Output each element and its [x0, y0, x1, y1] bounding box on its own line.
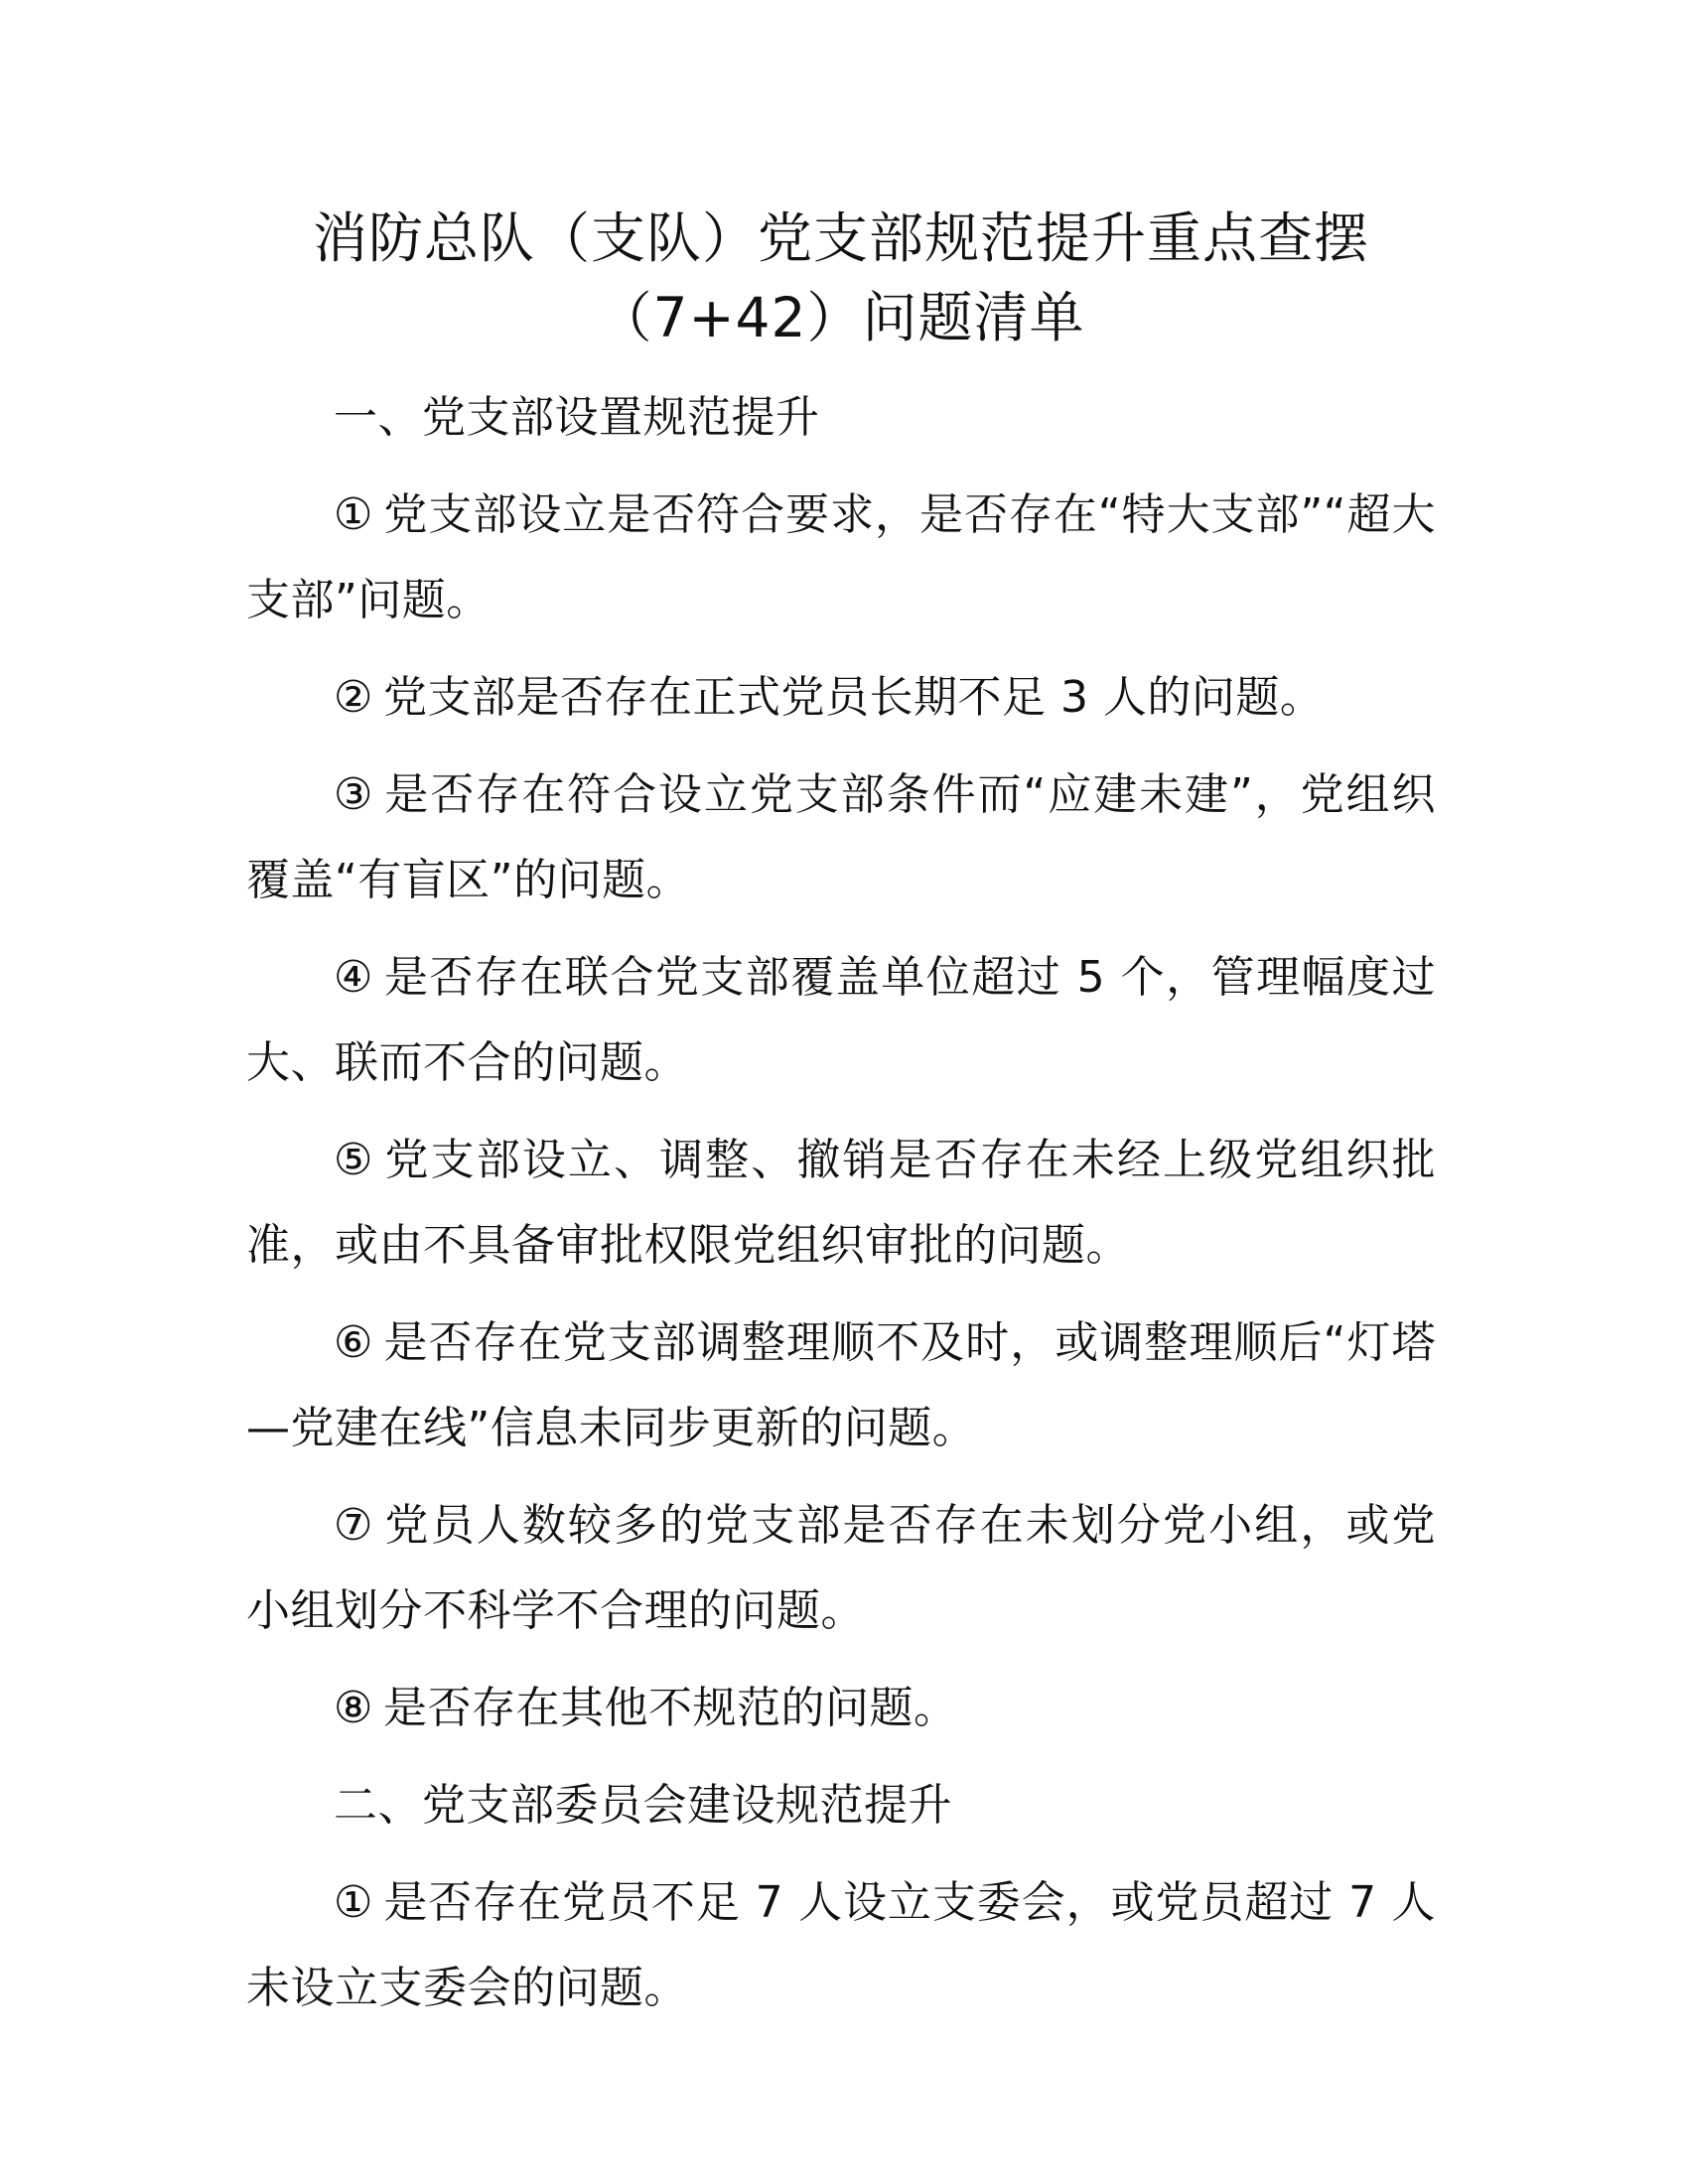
- list-item: [246, 1483, 1436, 1654]
- item-text: 是否存在联合党支部覆盖单位超过 5 个，管理幅度过大、联而不合的问题。: [246, 952, 1436, 1088]
- section-heading-2: 二、党支部委员会建设规范提升: [334, 1780, 952, 1831]
- title-line-1: 消防总队（支队）党支部规范提升重点查摆: [312, 206, 1369, 270]
- item-text: 党支部是否存在正式党员长期不足 3 人的问题。: [382, 672, 1325, 723]
- item-number: ⑥: [334, 1317, 374, 1368]
- section-heading-1: 一、党支部设置规范提升: [334, 392, 820, 443]
- list-item: [246, 1118, 1436, 1289]
- list-item: [246, 1666, 1436, 1751]
- list-item: [246, 473, 1436, 643]
- item-number: ③: [334, 769, 375, 820]
- list-item: [246, 1860, 1436, 2031]
- document-title: [246, 199, 1436, 357]
- list-item: [246, 655, 1436, 741]
- item-number: ④: [334, 952, 374, 1003]
- item-number: ①: [334, 489, 374, 540]
- item-text: 党员人数较多的党支部是否存在未划分党小组，或党小组划分不科学不合理的问题。: [246, 1500, 1437, 1636]
- item-number: ①: [334, 1877, 374, 1928]
- item-text: 党支部设立是否符合要求，是否存在“特大支部”“超大支部”问题。: [246, 489, 1436, 625]
- item-number: ②: [334, 672, 373, 723]
- item-number: ⑤: [334, 1135, 375, 1185]
- item-text: 是否存在符合设立党支部条件而“应建未建”，党组织覆盖“有盲区”的问题。: [246, 769, 1436, 905]
- list-item: [246, 935, 1436, 1106]
- document-page: [246, 199, 1436, 2043]
- item-number: ⑦: [334, 1500, 375, 1551]
- item-text: 党支部设立、调整、撤销是否存在未经上级党组织批准，或由不具备审批权限党组织审批的问题。: [246, 1135, 1437, 1271]
- item-text: 是否存在党支部调整理顺不及时，或调整理顺后“灯塔—党建在线”信息未同步更新的问题。: [246, 1317, 1436, 1453]
- list-item: [246, 752, 1436, 923]
- title-line-2: （7+42）问题清单: [597, 286, 1085, 349]
- item-text: 是否存在党员不足 7 人设立支委会，或党员超过 7 人未设立支委会的问题。: [246, 1877, 1436, 2013]
- item-number: ⑧: [334, 1683, 373, 1733]
- list-item: [246, 1300, 1436, 1471]
- item-text: 是否存在其他不规范的问题。: [382, 1683, 958, 1733]
